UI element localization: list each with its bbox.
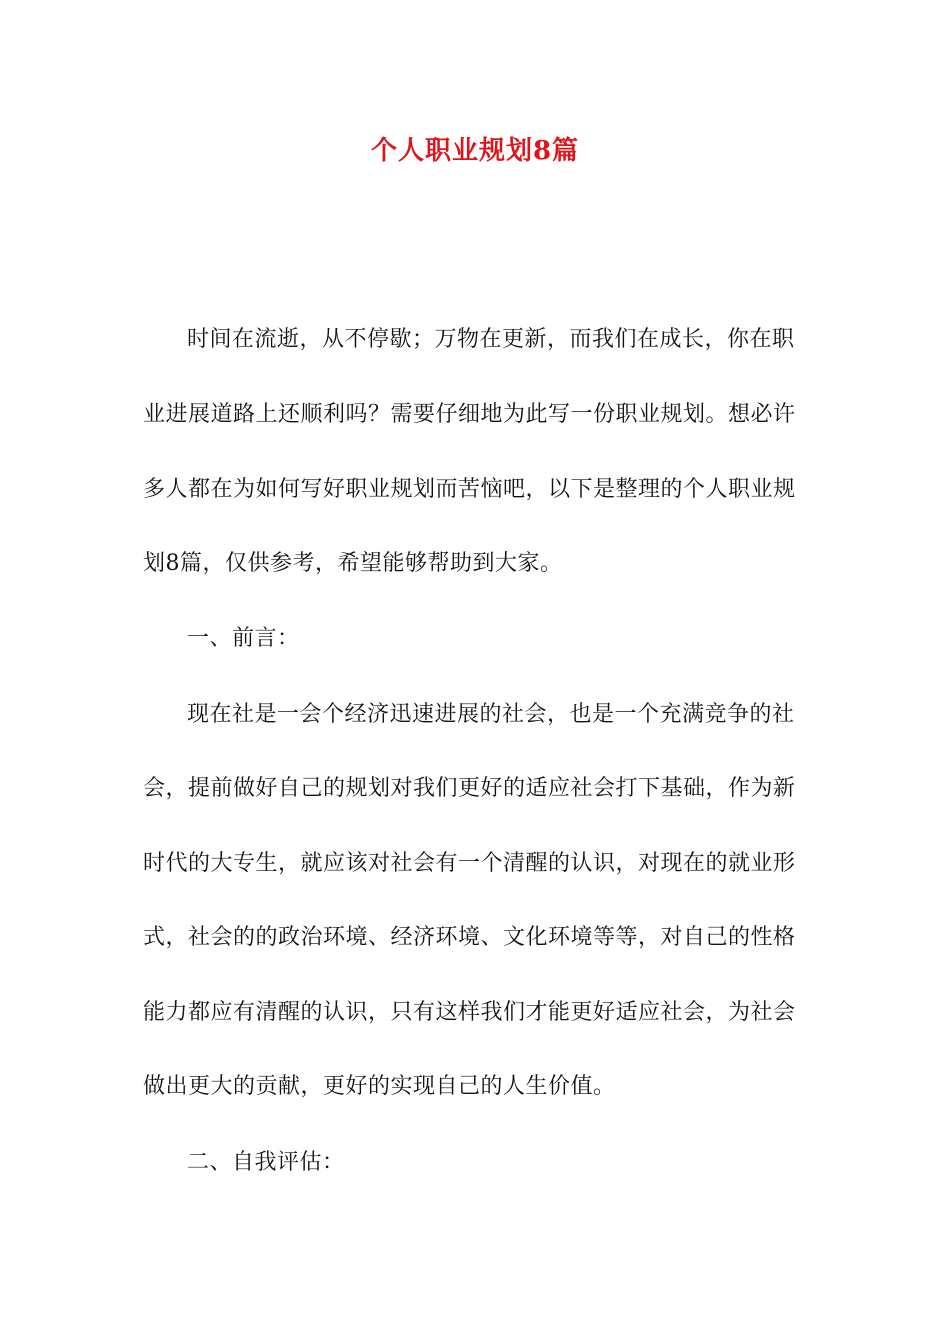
section-heading: 二、自我评估： (187, 1150, 345, 1175)
paragraph-line: 业进展道路上还顺利吗？需要仔细地为此写一份职业规划。想必许 (143, 402, 796, 427)
paragraph-line: 多人都在为如何写好职业规划而苦恼吧，以下是整理的个人职业规 (143, 477, 796, 502)
document-body (143, 0, 807, 1344)
paragraph-line: 时代的大专生，就应该对社会有一个清醒的认识，对现在的就业形 (143, 851, 796, 876)
section-heading: 一、前言： (187, 626, 300, 651)
paragraph-line: 式，社会的的政治环境、经济环境、文化环境等等，对自己的性格 (143, 925, 796, 950)
paragraph-line: 能力都应有清醒的认识，只有这样我们才能更好适应社会，为社会 (143, 1000, 796, 1025)
paragraph-line: 现在社是一会个经济迅速进展的社会，也是一个充满竞争的社 (187, 702, 795, 727)
document-title: 个人职业规划8篇 (370, 136, 580, 166)
paragraph-line: 划8篇，仅供参考，希望能够帮助到大家。 (143, 551, 563, 576)
paragraph-line: 时间在流逝，从不停歇；万物在更新，而我们在成长，你在职 (187, 327, 795, 352)
paragraph-line: 做出更大的贡献，更好的实现自己的人生价值。 (143, 1074, 616, 1099)
paragraph-line: 会，提前做好自己的规划对我们更好的适应社会打下基础，作为新 (143, 776, 796, 801)
